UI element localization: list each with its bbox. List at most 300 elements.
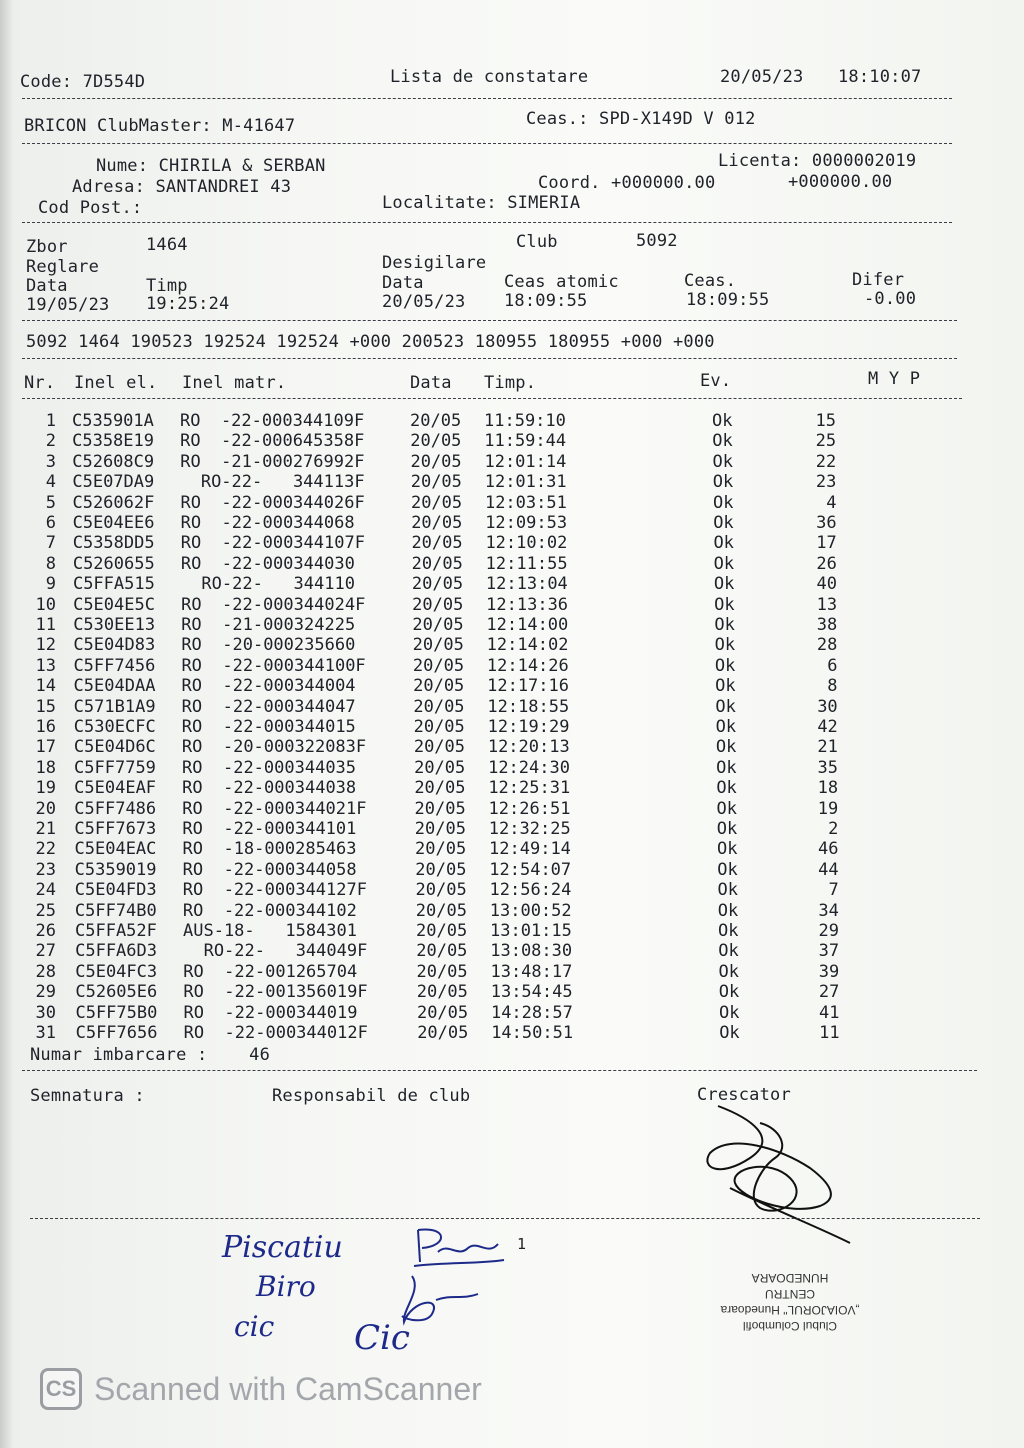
arrival-date: 20/05 <box>415 900 467 921</box>
arrival-time: 12:01:14 <box>484 451 567 472</box>
name-field: Nume: CHIRILA & SERBAN <box>96 156 326 176</box>
event-status: Ok <box>718 921 739 941</box>
signature-label: Semnatura : <box>30 1086 145 1106</box>
registration-ring: RO-22- 344049F <box>183 941 368 962</box>
registration-ring: RO -22-000344100F <box>181 655 366 676</box>
event-status: Ok <box>719 1023 740 1043</box>
registration-ring: RO -22-000344004 <box>181 676 366 697</box>
table-row <box>0 452 1024 472</box>
event-status: Ok <box>713 533 734 554</box>
arrival-date: 20/05 <box>410 431 462 452</box>
registration-ring: RO -22-000344019 <box>183 1002 368 1023</box>
arrival-time: 12:01:31 <box>484 472 567 493</box>
table-row <box>0 737 1024 757</box>
divider <box>22 98 952 99</box>
registration-ring: RO -22-000344068 <box>180 513 365 533</box>
arrival-time: 12:56:24 <box>489 880 572 901</box>
registration-ring: RO -18-000285463 <box>182 839 367 860</box>
event-status: Ok <box>713 574 735 595</box>
setting-time: 19:25:24 <box>146 294 230 314</box>
registration-ring: RO -21-000324225 <box>181 615 366 635</box>
handwritten-name: cic <box>234 1310 275 1343</box>
electronic-ring: C5358E19 <box>72 431 154 452</box>
license-field: Licenta: 0000002019 <box>718 151 917 171</box>
row-number: 28 <box>35 961 56 982</box>
row-number: 27 <box>35 941 56 962</box>
arrival-time: 13:00:52 <box>489 900 572 921</box>
breeder-signature <box>690 1098 860 1248</box>
col-date: Data <box>410 373 452 393</box>
electronic-ring: C5E04D83 <box>73 635 156 656</box>
row-number: 9 <box>45 574 56 595</box>
electronic-ring: C5FF7673 <box>74 819 157 839</box>
electronic-ring: C5E04FC3 <box>75 961 158 982</box>
event-status: Ok <box>714 655 736 676</box>
arrival-time: 12:25:31 <box>488 778 571 799</box>
arrival-date: 20/05 <box>413 737 466 758</box>
arrival-time: 12:17:16 <box>487 676 569 697</box>
table-row <box>0 941 1024 961</box>
table-row <box>0 819 1024 839</box>
flight-number: 1464 <box>146 235 188 255</box>
registration-ring: RO -22-000344035 <box>182 757 367 778</box>
electronic-ring: C5260655 <box>72 553 155 574</box>
row-number: 19 <box>35 778 56 799</box>
setting-label: Reglare <box>26 257 100 277</box>
arrival-time: 13:01:15 <box>490 921 572 941</box>
event-status: Ok <box>718 982 740 1003</box>
arrival-date: 20/05 <box>411 533 463 554</box>
myp-value: 11 <box>819 1023 840 1043</box>
row-number: 20 <box>35 798 56 819</box>
arrival-date: 20/05 <box>416 982 468 1003</box>
electronic-ring: C5E04FD3 <box>74 880 157 901</box>
arrival-time: 12:13:04 <box>485 574 568 595</box>
table-row <box>0 431 1024 451</box>
table-row <box>0 880 1024 900</box>
table-row <box>0 799 1024 819</box>
registration-ring: AUS-18- 1584301 <box>183 921 368 941</box>
arrival-time: 13:54:45 <box>490 982 573 1003</box>
table-row <box>0 1023 1024 1043</box>
myp-value: 2 <box>828 819 839 839</box>
myp-value: 35 <box>817 757 839 778</box>
club-label: Club <box>516 232 558 252</box>
registration-ring: RO -22-000645358F <box>180 431 365 452</box>
arrival-time: 12:11:55 <box>485 553 568 574</box>
myp-value: 7 <box>828 880 839 901</box>
table-row <box>0 574 1024 594</box>
arrival-time: 12:18:55 <box>487 696 570 717</box>
arrival-date: 20/05 <box>416 961 468 982</box>
table-row <box>0 778 1024 798</box>
header-date: 20/05/23 <box>720 67 804 87</box>
event-status: Ok <box>717 839 738 860</box>
event-status: Ok <box>717 900 739 921</box>
arrival-date: 20/05 <box>413 717 465 737</box>
row-number: 16 <box>35 717 56 737</box>
table-row <box>0 860 1024 880</box>
myp-value: 6 <box>827 655 838 676</box>
clubmaster-line: BRICON ClubMaster: M-41647 <box>24 116 296 136</box>
row-number: 15 <box>35 696 56 717</box>
registration-ring: RO -22-000344101 <box>182 819 367 839</box>
registration-ring: RO -22-000344047 <box>181 696 366 717</box>
row-number: 29 <box>35 982 56 1003</box>
arrival-date: 20/05 <box>414 798 466 819</box>
electronic-ring: C5E04EE6 <box>72 513 155 533</box>
arrival-date: 20/05 <box>412 655 465 676</box>
myp-value: 29 <box>818 921 839 941</box>
row-number: 25 <box>35 900 56 921</box>
clock-time: 18:09:55 <box>686 290 770 310</box>
electronic-ring: C5359019 <box>74 859 157 880</box>
divider <box>22 1070 977 1071</box>
unsealing-date: 20/05/23 <box>382 292 466 312</box>
registration-ring: RO -20-000235660 <box>181 635 366 656</box>
col-myp: M Y P <box>868 369 921 389</box>
event-status: Ok <box>715 676 736 697</box>
myp-value: 18 <box>817 778 839 799</box>
row-number: 26 <box>35 921 56 941</box>
registration-ring: RO -22-000344107F <box>180 533 365 554</box>
event-status: Ok <box>718 1002 740 1023</box>
arrival-time: 12:14:00 <box>486 615 569 635</box>
table-row <box>0 758 1024 778</box>
event-status: Ok <box>712 431 733 452</box>
row-number: 12 <box>35 635 56 656</box>
event-status: Ok <box>715 737 737 758</box>
registration-ring: RO-22- 344110 <box>180 574 366 595</box>
myp-value: 38 <box>816 615 838 635</box>
arrival-time: 11:59:10 <box>484 411 566 431</box>
arrival-time: 12:26:51 <box>488 798 571 819</box>
row-number: 7 <box>45 533 56 554</box>
atomic-time: 18:09:55 <box>504 291 588 311</box>
row-number: 11 <box>35 615 56 635</box>
myp-value: 8 <box>827 676 838 697</box>
event-status: Ok <box>712 451 733 472</box>
myp-value: 42 <box>817 717 838 737</box>
camscanner-logo-icon: CS <box>40 1368 82 1410</box>
row-number: 6 <box>45 513 56 533</box>
page-number: 1 <box>517 1235 527 1253</box>
registration-ring: RO -22-000344021F <box>182 798 367 819</box>
header-time: 18:10:07 <box>838 67 922 87</box>
event-status: Ok <box>714 594 735 615</box>
electronic-ring: C5E04EAF <box>74 778 157 799</box>
arrival-time: 12:49:14 <box>489 839 571 860</box>
registration-ring: RO-22- 344113F <box>180 472 365 493</box>
electronic-ring: C535901A <box>72 411 154 431</box>
myp-value: 27 <box>818 982 840 1003</box>
arrival-date: 20/05 <box>414 819 466 839</box>
registration-ring: RO -22-000344026F <box>180 492 365 513</box>
arrival-date: 20/05 <box>415 859 467 880</box>
electronic-ring: C52608C9 <box>72 451 155 472</box>
row-number: 22 <box>35 839 56 860</box>
col-event: Ev. <box>700 371 732 391</box>
arrival-date: 20/05 <box>417 1023 469 1043</box>
unsealing-date-label: Data <box>382 273 424 293</box>
table-row <box>0 982 1024 1002</box>
locality-field: Localitate: SIMERIA <box>382 193 581 213</box>
table-row <box>0 595 1024 615</box>
arrival-date: 20/05 <box>411 574 464 595</box>
arrival-date: 20/05 <box>410 451 462 472</box>
myp-value: 19 <box>817 798 839 819</box>
event-status: Ok <box>712 411 733 431</box>
arrival-time: 12:32:25 <box>488 819 571 839</box>
row-number: 21 <box>35 819 56 839</box>
arrival-time: 14:28:57 <box>490 1002 573 1023</box>
myp-value: 26 <box>816 553 837 574</box>
electronic-ring: C5E04EAC <box>74 839 157 860</box>
myp-value: 36 <box>816 513 837 533</box>
electronic-ring: C5E04DAA <box>73 676 156 697</box>
arrival-date: 20/05 <box>412 594 464 615</box>
event-status: Ok <box>715 696 736 717</box>
electronic-ring: C5FF7656 <box>75 1023 158 1043</box>
arrival-date: 20/05 <box>412 635 464 656</box>
registration-ring: RO -22-000344058 <box>182 859 367 880</box>
myp-value: 39 <box>818 961 840 982</box>
event-status: Ok <box>712 492 734 513</box>
arrival-date: 20/05 <box>413 676 465 697</box>
event-status: Ok <box>714 635 736 656</box>
diff-label: Difer <box>852 270 905 290</box>
setting-date-label: Data <box>26 276 68 296</box>
event-status: Ok <box>716 798 738 819</box>
col-nr: Nr. <box>24 373 56 393</box>
table-row <box>0 901 1024 921</box>
table-row <box>0 615 1024 635</box>
divider <box>22 398 962 399</box>
address-field: Adresa: SANTANDREI 43 <box>72 177 292 197</box>
myp-value: 37 <box>818 941 840 962</box>
myp-value: 15 <box>815 411 836 431</box>
myp-value: 34 <box>818 900 839 921</box>
arrival-time: 12:54:07 <box>489 859 572 880</box>
myp-value: 46 <box>818 839 839 860</box>
myp-value: 40 <box>816 574 837 595</box>
col-registration-ring: Inel matr. <box>182 373 287 393</box>
arrival-time: 12:14:02 <box>486 635 569 656</box>
myp-value: 44 <box>818 859 839 880</box>
arrival-time: 14:50:51 <box>491 1023 574 1043</box>
row-number: 17 <box>35 737 56 758</box>
registration-ring: RO -22-001356019F <box>183 982 368 1003</box>
table-row <box>0 411 1024 431</box>
table-row <box>0 656 1024 676</box>
arrival-time: 11:59:44 <box>484 431 567 452</box>
arrival-date: 20/05 <box>411 553 463 574</box>
myp-value: 25 <box>815 431 837 452</box>
electronic-ring: C5FF7759 <box>74 757 156 778</box>
electronic-ring: C5358DD5 <box>72 533 155 554</box>
row-number: 5 <box>45 492 56 513</box>
col-electronic-ring: Inel el. <box>74 373 158 393</box>
electronic-ring: C5E04D6C <box>73 737 156 758</box>
club-number: 5092 <box>636 231 678 251</box>
myp-value: 23 <box>815 472 837 493</box>
registration-ring: RO -22-000344109F <box>180 411 365 431</box>
event-status: Ok <box>716 819 738 839</box>
boarding-count: Numar imbarcare : 46 <box>30 1045 271 1065</box>
watermark-text: Scanned with CamScanner <box>94 1370 482 1407</box>
document-title: Lista de constatare <box>390 67 589 87</box>
registration-ring: RO -22-000344024F <box>181 594 366 615</box>
table-row <box>0 717 1024 737</box>
postal-code-field: Cod Post.: <box>38 198 143 218</box>
table-row <box>0 635 1024 655</box>
arrival-date: 20/05 <box>410 411 462 431</box>
row-number: 23 <box>35 859 56 880</box>
table-row <box>0 921 1024 941</box>
arrival-time: 13:48:17 <box>490 961 573 982</box>
myp-value: 28 <box>816 635 838 656</box>
atomic-clock-label: Ceas atomic <box>504 272 619 292</box>
breeder-label: Crescator <box>697 1085 791 1105</box>
event-status: Ok <box>717 859 738 880</box>
row-number: 18 <box>35 757 56 778</box>
table-row <box>0 513 1024 533</box>
row-number: 2 <box>45 431 56 452</box>
diff-value: -0.00 <box>864 289 917 309</box>
arrival-date: 20/05 <box>410 492 463 513</box>
registration-ring: RO -22-000344127F <box>182 880 367 901</box>
registration-ring: RO -22-000344038 <box>182 778 367 799</box>
camscanner-watermark <box>40 1366 482 1412</box>
registration-ring: RO -22-000344012F <box>183 1023 368 1043</box>
electronic-ring: C5FF7456 <box>73 655 156 676</box>
table-row <box>0 676 1024 696</box>
electronic-ring: C5E04E5C <box>73 594 155 615</box>
row-number: 30 <box>35 1002 56 1023</box>
table-row <box>0 962 1024 982</box>
electronic-ring: C5FFA52F <box>75 921 157 941</box>
arrival-date: 20/05 <box>410 472 462 493</box>
unsealing-label: Desigilare <box>382 253 487 273</box>
divider <box>22 358 957 359</box>
row-number: 13 <box>35 655 56 676</box>
event-status: Ok <box>716 778 737 799</box>
electronic-ring: C5FF74B0 <box>74 900 157 921</box>
row-number: 24 <box>35 880 56 901</box>
setting-date: 19/05/23 <box>26 295 110 315</box>
event-status: Ok <box>717 880 738 901</box>
col-time: Timp. <box>484 373 537 393</box>
event-status: Ok <box>718 941 739 962</box>
registration-ring: RO -22-001265704 <box>183 961 368 982</box>
electronic-ring: C526062F <box>72 492 155 513</box>
event-status: Ok <box>713 513 734 533</box>
table-row <box>0 472 1024 492</box>
arrival-date: 20/05 <box>414 757 466 778</box>
row-number: 14 <box>35 676 56 697</box>
handwritten-signature <box>392 1270 482 1330</box>
arrival-time: 13:08:30 <box>490 941 573 962</box>
arrival-time: 12:20:13 <box>487 737 570 758</box>
arrival-time: 12:10:02 <box>485 533 568 554</box>
row-number: 8 <box>45 553 56 574</box>
table-row <box>0 697 1024 717</box>
handwritten-name: Cic <box>354 1318 410 1358</box>
arrival-time: 12:13:36 <box>486 594 569 615</box>
arrival-date: 20/05 <box>415 880 467 901</box>
electronic-ring: C530EE13 <box>73 615 156 635</box>
row-number: 1 <box>45 411 56 431</box>
arrival-time: 12:03:51 <box>484 492 567 513</box>
table-row <box>0 554 1024 574</box>
electronic-ring: C5FFA6D3 <box>75 941 157 962</box>
clock-label: Ceas. <box>684 271 737 291</box>
summary-code-line: 5092 1464 190523 192524 192524 +000 200523 180955 180955 +000 +000 <box>26 332 715 352</box>
event-status: Ok <box>718 961 739 982</box>
divider <box>22 222 952 223</box>
registration-ring: RO -20-000322083F <box>181 737 367 758</box>
table-row <box>0 493 1024 513</box>
electronic-ring: C5FF75B0 <box>75 1002 158 1023</box>
event-status: Ok <box>713 553 735 574</box>
myp-value: 4 <box>826 492 837 513</box>
event-status: Ok <box>716 757 737 778</box>
electronic-ring: C530ECFC <box>73 717 156 737</box>
event-status: Ok <box>714 615 735 635</box>
myp-value: 21 <box>817 737 838 758</box>
divider <box>22 320 957 321</box>
myp-value: 17 <box>816 533 837 554</box>
electronic-ring: C5E07DA9 <box>72 472 155 493</box>
row-number: 4 <box>45 472 56 493</box>
divider <box>22 143 952 144</box>
code-line: Code: 7D554D <box>20 72 146 92</box>
table-row <box>0 1003 1024 1023</box>
handwritten-name: Piscatiu <box>222 1230 343 1265</box>
clock-line: Ceas.: SPD-X149D V 012 <box>526 109 756 129</box>
myp-value: 41 <box>818 1002 840 1023</box>
handwritten-signature <box>408 1222 508 1272</box>
registration-ring: RO -22-000344102 <box>182 900 368 921</box>
handwritten-name: Biro <box>256 1270 316 1303</box>
coord-field: Coord. +000000.00 <box>538 173 716 193</box>
arrival-date: 20/05 <box>416 921 468 941</box>
event-status: Ok <box>712 472 734 493</box>
arrival-date: 20/05 <box>414 778 466 799</box>
event-status: Ok <box>715 717 737 737</box>
row-number: 10 <box>35 594 56 615</box>
registration-ring: RO -21-000276992F <box>180 451 365 472</box>
setting-time-label: Timp <box>146 276 188 296</box>
arrival-date: 20/05 <box>412 615 464 635</box>
electronic-ring: C5FFA515 <box>72 574 155 595</box>
divider <box>30 1218 980 1219</box>
coord-lon: +000000.00 <box>788 172 893 192</box>
electronic-ring: C52605E6 <box>75 982 158 1003</box>
arrival-date: 20/05 <box>415 839 467 860</box>
club-stamp: Clubul Columbofil „VOIAJORUL" Hunedoara CENTRU HUNEDOARA <box>720 1271 860 1333</box>
arrival-date: 20/05 <box>416 1002 469 1023</box>
arrival-time: 12:09:53 <box>485 513 568 533</box>
row-number: 3 <box>45 451 56 472</box>
row-number: 31 <box>35 1023 56 1043</box>
arrival-time: 12:19:29 <box>487 717 570 737</box>
flight-label: Zbor <box>26 237 68 257</box>
registration-ring: RO -22-000344015 <box>181 717 367 737</box>
electronic-ring: C5FF7486 <box>74 798 157 819</box>
arrival-time: 12:14:26 <box>486 655 569 676</box>
arrival-date: 20/05 <box>416 941 468 962</box>
